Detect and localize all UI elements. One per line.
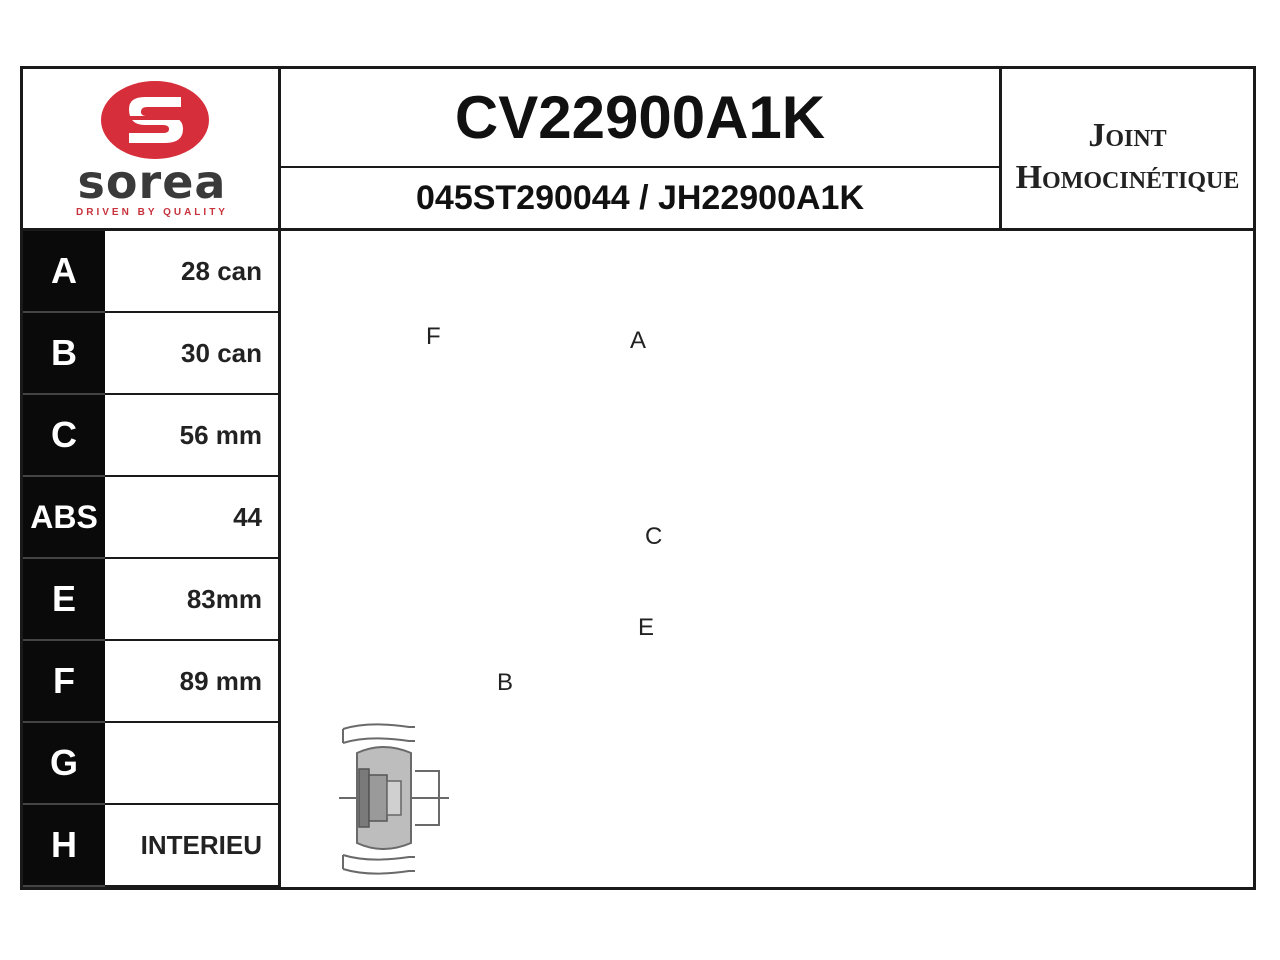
spec-row: [23, 231, 278, 313]
spec-value: 28 can: [105, 231, 278, 313]
spec-value: INTERIEU: [105, 805, 278, 887]
spec-table: [23, 231, 281, 887]
spec-row: [23, 477, 278, 559]
brand-name: sorea: [77, 155, 227, 209]
spec-value: [105, 723, 278, 805]
dimension-label-f: F: [426, 323, 441, 350]
spec-row: [23, 559, 278, 641]
brand-tagline: DRIVEN BY QUALITY: [76, 207, 228, 218]
spec-key: B: [23, 313, 105, 395]
dimension-label-c: C: [645, 523, 663, 550]
product-sheet: [20, 66, 1256, 890]
spec-row: [23, 723, 278, 805]
part-reference: CV22900A1K: [281, 69, 999, 168]
spec-key: C: [23, 395, 105, 477]
brand-logo: [23, 69, 281, 231]
part-type-line2: Homocinétique: [1015, 159, 1240, 196]
spec-value: 56 mm: [105, 395, 278, 477]
spec-value: 83mm: [105, 559, 278, 641]
spec-key: G: [23, 723, 105, 805]
spec-row: [23, 641, 278, 723]
spec-key: E: [23, 559, 105, 641]
spec-row: [23, 395, 278, 477]
part-type: [999, 69, 1253, 231]
spec-row: [23, 805, 278, 887]
dimension-label-a: A: [630, 327, 647, 354]
spec-row: [23, 313, 278, 395]
cv-joint-diagram-icon: [339, 721, 449, 877]
spec-key: H: [23, 805, 105, 887]
dimension-label-b: B: [497, 669, 514, 696]
part-type-line1: Joint: [1088, 117, 1167, 154]
sorea-logo-icon: [99, 79, 211, 161]
spec-value: 89 mm: [105, 641, 278, 723]
cross-references: 045ST290044 / JH22900A1K: [281, 168, 999, 231]
technical-drawing: [281, 231, 1253, 887]
spec-key: F: [23, 641, 105, 723]
dimension-label-e: E: [638, 614, 655, 641]
spec-value: 44: [105, 477, 278, 559]
spec-key: ABS: [23, 477, 105, 559]
spec-value: 30 can: [105, 313, 278, 395]
spec-key: A: [23, 231, 105, 313]
